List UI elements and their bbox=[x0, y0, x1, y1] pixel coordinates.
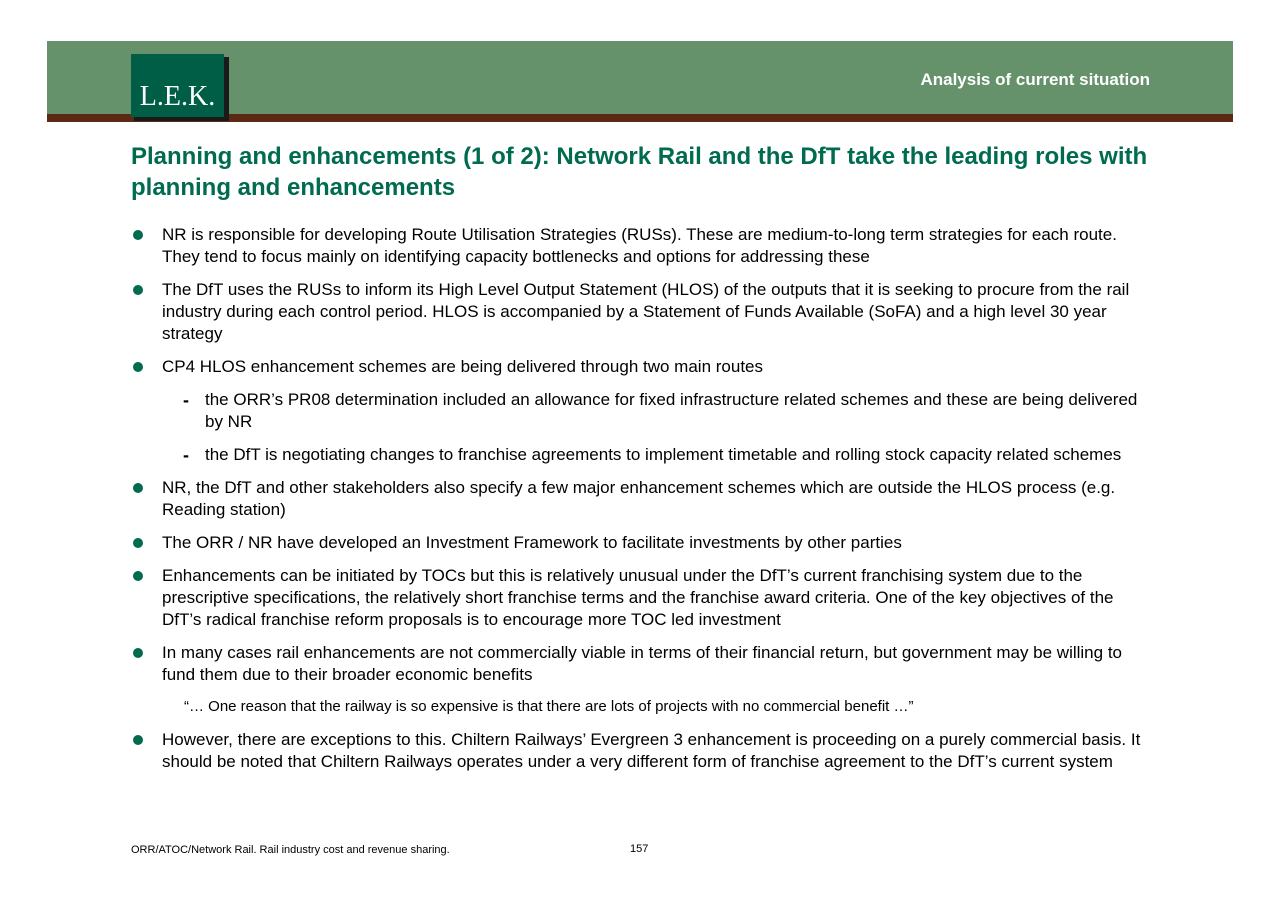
sub-bullet-item bbox=[131, 389, 1153, 433]
bullet-text: NR is responsible for developing Route Utilisation Strategies (RUSs). These are medium-to-long term strategies for each route. They tend to focus mainly on identifying capacity bottlenecks and options for addressing these bbox=[162, 225, 1117, 266]
quote: “… One reason that the railway is so expensive is that there are lots of projects with no commercial benefit …” bbox=[184, 698, 914, 715]
bullet-text: NR, the DfT and other stakeholders also specify a few major enhancement schemes which are outside the HLOS process (e.g. Reading station) bbox=[162, 478, 1116, 519]
page-title: Planning and enhancements (1 of 2): Network Rail and the DfT take the leading roles with planning and enhancements bbox=[131, 143, 1148, 201]
bullet-text: However, there are exceptions to this. Chiltern Railways’ Evergreen 3 enhancement is proceeding on a purely commercial basis. It should be noted that Chiltern Railways operates under a very different form of franchise agreement to the DfT’s current system bbox=[162, 730, 1141, 771]
bullet-item bbox=[131, 224, 1153, 268]
bullet-item bbox=[131, 279, 1153, 345]
bullet-dot-icon bbox=[133, 571, 143, 581]
bullet-item bbox=[131, 565, 1153, 631]
bullet-item bbox=[131, 642, 1153, 686]
sub-bullet-text: the DfT is negotiating changes to franchise agreements to implement timetable and rolling stock capacity related schemes bbox=[205, 445, 1122, 464]
bullet-list bbox=[131, 224, 1153, 784]
lek-logo: L.E.K. bbox=[131, 54, 224, 117]
bullet-text: Enhancements can be initiated by TOCs but this is relatively unusual under the DfT’s current franchising system due to the prescriptive specifications, the relatively short franchise terms and the franchise award criteria. One of the key objectives of the DfT’s radical franchise reform proposals is to encourage more TOC led investment bbox=[162, 566, 1114, 629]
bullet-item bbox=[131, 729, 1153, 773]
bullet-dot-icon bbox=[133, 362, 143, 372]
dash-icon: - bbox=[183, 390, 189, 410]
dash-icon: - bbox=[183, 445, 189, 465]
section-label: Analysis of current situation bbox=[920, 70, 1150, 89]
bullet-text: The DfT uses the RUSs to inform its High Level Output Statement (HLOS) of the outputs that it is seeking to procure from the rail industry during each control period. HLOS is accompanied by a Statement of Funds Available (SoFA) and a high level 30 year strategy bbox=[162, 280, 1130, 343]
bullet-dot-icon bbox=[133, 285, 143, 295]
bullet-text: In many cases rail enhancements are not commercially viable in terms of their financial return, but government may be willing to fund them due to their broader economic benefits bbox=[162, 643, 1122, 684]
bullet-dot-icon bbox=[133, 735, 143, 745]
page-number: 157 bbox=[630, 843, 649, 855]
bullet-dot-icon bbox=[133, 538, 143, 548]
bullet-dot-icon bbox=[133, 483, 143, 493]
sub-bullet-item bbox=[131, 444, 1153, 466]
sub-bullet-text: the ORR’s PR08 determination included an allowance for fixed infrastructure related schemes and these are being delivered by NR bbox=[205, 390, 1138, 431]
bullet-dot-icon bbox=[133, 648, 143, 658]
bullet-dot-icon bbox=[133, 230, 143, 240]
bullet-text: The ORR / NR have developed an Investment Framework to facilitate investments by other parties bbox=[162, 533, 902, 552]
footer-source: ORR/ATOC/Network Rail. Rail industry cost and revenue sharing. bbox=[131, 844, 450, 856]
bullet-item bbox=[131, 532, 1153, 554]
bullet-item bbox=[131, 477, 1153, 521]
bullet-item bbox=[131, 356, 1153, 378]
bullet-text: CP4 HLOS enhancement schemes are being delivered through two main routes bbox=[162, 357, 764, 376]
